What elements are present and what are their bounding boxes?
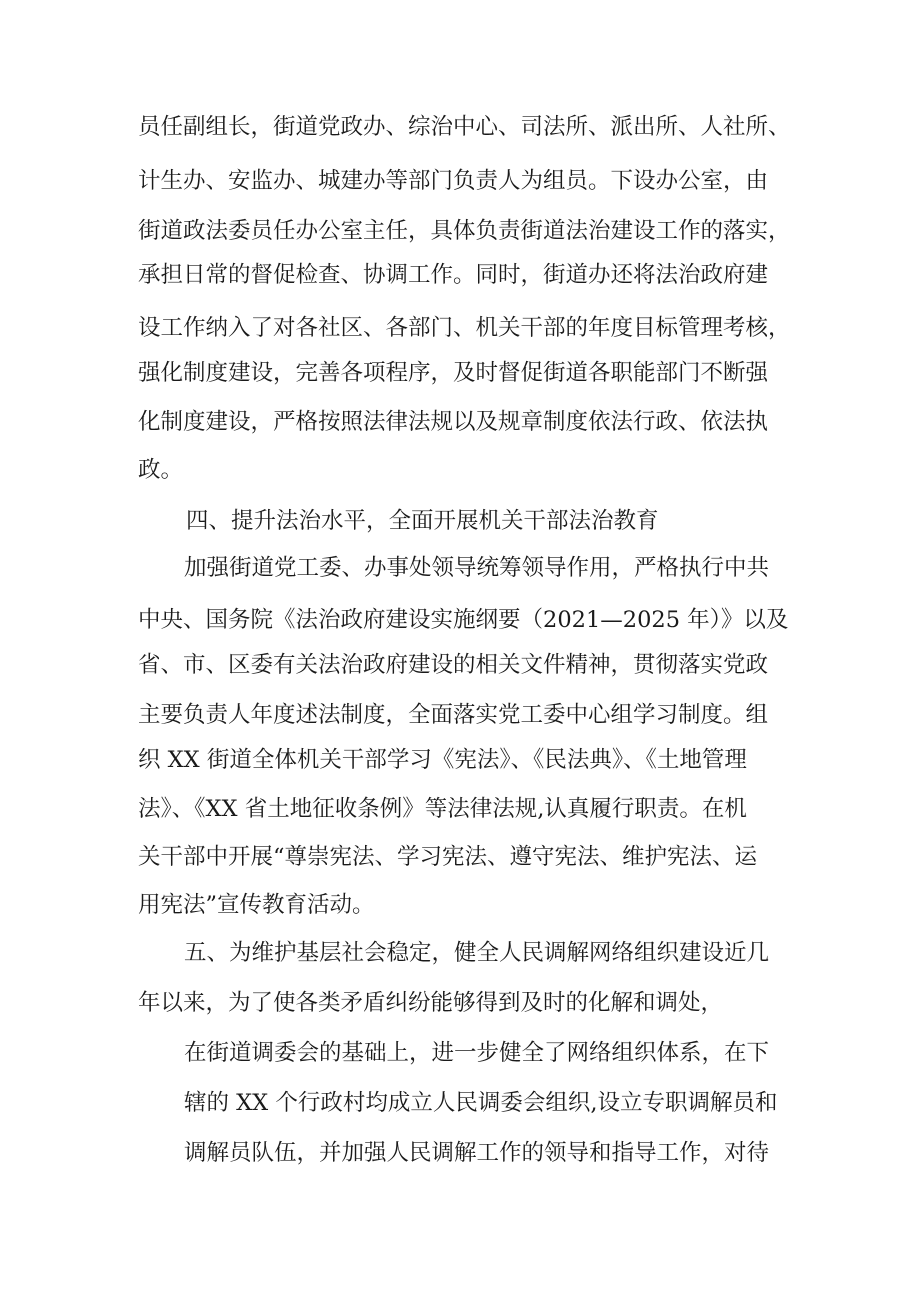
text-line: 法》、《XX 省土地征收条例》等法律法规,认真履行职责。在机 xyxy=(138,796,747,822)
text-line: 设工作纳入了对各社区、各部门、机关干部的年度目标管理考核， xyxy=(138,315,791,341)
section-heading: 五、为维护基层社会稳定，健全人民调解网络组织建设近几 xyxy=(184,940,770,966)
text-line: 中央、国务院《法治政府建设实施纲要（2021—2025 年）》以及 xyxy=(138,607,789,633)
text-line: 承担日常的督促检查、协调工作。同时，街道办还将法治政府建 xyxy=(138,262,769,288)
text-line: 在街道调委会的基础上，进一步健全了网络组织体系，在下 xyxy=(184,1040,770,1066)
text-line: 计生办、安监办、城建办等部门负责人为组员。下设办公室，由 xyxy=(138,168,769,194)
text-line: 员任副组长，街道党政办、综治中心、司法所、派出所、人社所、 xyxy=(138,114,791,140)
text-line: 年以来，为了使各类矛盾纠纷能够得到及时的化解和调处， xyxy=(138,990,724,1016)
text-line: 织 XX 街道全体机关干部学习《宪法》、《民法典》、《土地管理 xyxy=(138,747,747,773)
text-line: 关干部中开展“尊崇宪法、学习宪法、遵守宪法、维护宪法、运 xyxy=(138,844,758,870)
text-line: 用宪法”宣传教育活动。 xyxy=(138,892,375,918)
text-line: 政。 xyxy=(138,457,184,483)
text-line: 加强街道党工委、办事处领导统筹领导作用，严格执行中共 xyxy=(184,555,770,581)
section-heading: 四、提升法治水平，全面开展机关干部法治教育 xyxy=(186,508,659,534)
text-line: 省、市、区委有关法治政府建设的相关文件精神，贯彻落实党政 xyxy=(138,652,769,678)
text-line: 化制度建设，严格按照法律法规以及规章制度依法行政、依法执 xyxy=(138,409,769,435)
text-line: 调解员队伍，并加强人民调解工作的领导和指导工作，对待 xyxy=(184,1140,770,1166)
text-line: 辖的 XX 个行政村均成立人民调委会组织,设立专职调解员和 xyxy=(184,1090,778,1116)
text-line: 强化制度建设，完善各项程序，及时督促街道各职能部门不断强 xyxy=(138,360,769,386)
text-line: 主要负责人年度述法制度，全面落实党工委中心组学习制度。组 xyxy=(138,702,769,728)
text-line: 街道政法委员任办公室主任，具体负责街道法治建设工作的落实， xyxy=(138,218,791,244)
